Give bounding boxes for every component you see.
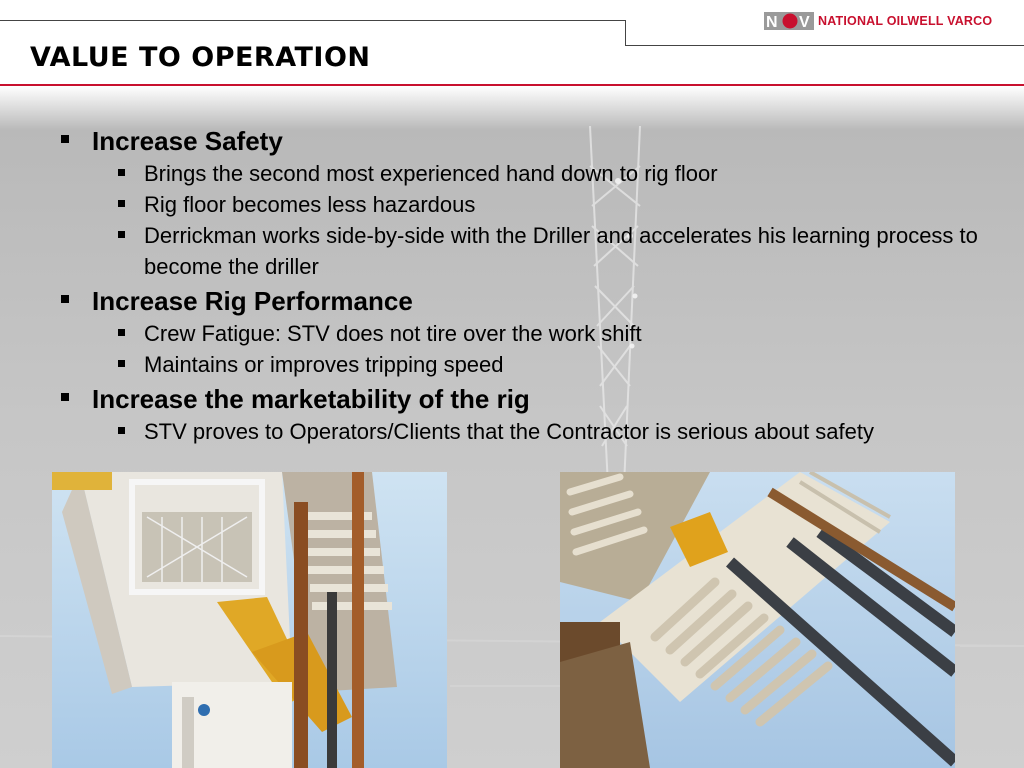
svg-text:N: N [766,14,778,31]
sub-bullet-list [92,318,1008,380]
sub-bullet-item [92,189,1008,220]
header-rule [0,20,626,21]
sub-bullet-item [92,318,1008,349]
header-rule-step [625,20,626,46]
square-bullet-icon [118,360,125,367]
sub-bullet-item [92,220,1008,282]
sub-bullet-text: Rig floor becomes less hazardous [144,192,476,217]
square-bullet-icon [118,329,125,336]
square-bullet-icon [118,231,125,238]
sub-bullet-item [92,349,1008,380]
bullet-heading: Increase Rig Performance [92,286,413,316]
pipe-racking-machine-photo [52,472,447,768]
bullet-item [58,382,1008,447]
sub-bullet-item [92,158,1008,189]
square-bullet-icon [118,427,125,434]
sub-bullet-item [92,416,1008,447]
nov-logo-mark-icon [764,10,814,32]
square-bullet-icon [61,393,69,401]
square-bullet-icon [61,295,69,303]
tubular-handling-arm-photo [560,472,955,768]
header-rule-right [625,45,1024,46]
square-bullet-icon [118,200,125,207]
page-title: VALUE TO OPERATION [30,42,371,73]
square-bullet-icon [118,169,125,176]
logo-text: NATIONAL OILWELL VARCO [818,14,993,28]
sub-bullet-text: Crew Fatigue: STV does not tire over the work shift [144,321,642,346]
bullet-list [58,124,1008,447]
svg-text:V: V [799,14,810,31]
sub-bullet-list [92,416,1008,447]
sub-bullet-text: Derrickman works side-by-side with the Driller and accelerates his learning process to become the driller [144,223,978,279]
sub-bullet-text: Maintains or improves tripping speed [144,352,504,377]
square-bullet-icon [61,135,69,143]
company-logo [764,10,992,32]
bullet-heading: Increase Safety [92,126,283,156]
bullet-heading: Increase the marketability of the rig [92,384,530,414]
bullet-item [58,284,1008,380]
bullet-content [58,124,1008,449]
sub-bullet-text: STV proves to Operators/Clients that the Contractor is serious about safety [144,419,875,444]
bullet-item [58,124,1008,282]
sub-bullet-list [92,158,1008,282]
sub-bullet-text: Brings the second most experienced hand down to rig floor [144,161,718,186]
